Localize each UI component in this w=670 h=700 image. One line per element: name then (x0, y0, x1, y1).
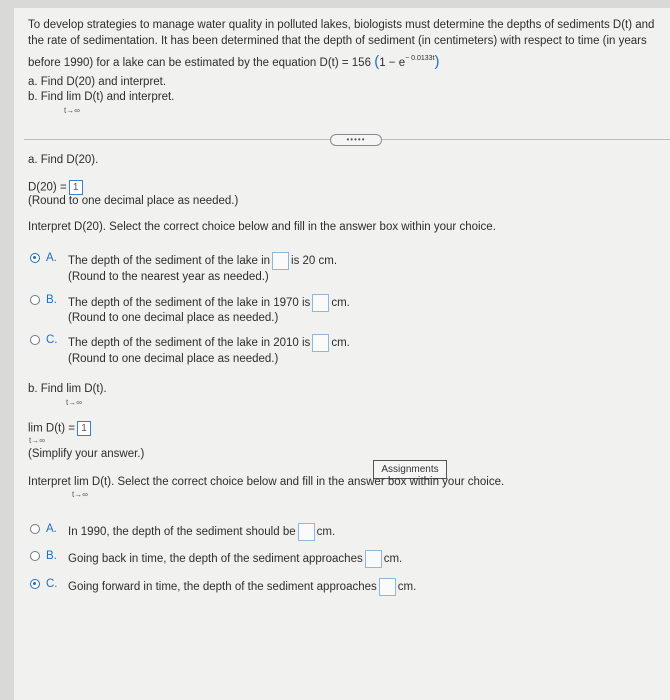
part-a-choice-c-before: The depth of the sediment of the lake in 2010 is (68, 337, 311, 350)
equation-exponent: − 0.0133t (405, 55, 435, 62)
part-b-choice-b-input[interactable] (365, 550, 382, 568)
part-b-choice-b-after: cm. (383, 553, 403, 566)
part-a-choice-c-letter: C. (46, 334, 58, 346)
part-a-choice-b-radio[interactable] (30, 295, 40, 305)
part-b-choice-c-radio[interactable] (30, 579, 40, 589)
part-b-answer-subscript: t→∞ (29, 436, 45, 445)
part-b-choice-b-radio[interactable] (30, 551, 40, 561)
part-a-choice-c-input[interactable] (312, 334, 329, 352)
part-b-choice-a-before: In 1990, the depth of the sediment should be (68, 526, 296, 539)
part-b-choice-b-letter: B. (46, 550, 57, 562)
part-b-heading: b. Find lim D(t). (28, 383, 107, 395)
question-panel (14, 8, 670, 700)
part-a-choice-b-text (68, 294, 350, 312)
part-a-heading: a. Find D(20). (28, 154, 99, 166)
part-a-answer-input[interactable]: 1 (69, 180, 83, 195)
part-a-choice-a-input[interactable] (272, 252, 289, 270)
part-b-answer-label: lim D(t) = (28, 422, 75, 435)
part-b-prompt-subscript: t→∞ (72, 490, 88, 499)
part-b-choice-a-radio[interactable] (30, 524, 40, 534)
part-a-choice-b-note: (Round to one decimal place as needed.) (68, 312, 279, 324)
part-a-interpret-prompt: Interpret D(20). Select the correct choice below and fill in the answer box within your choice. (28, 221, 496, 233)
part-a-choice-a-radio[interactable] (30, 253, 40, 263)
part-a-choice-a-after: is 20 cm. (291, 255, 338, 268)
part-a-choice-b-letter: B. (46, 294, 57, 306)
part-a-round-note: (Round to one decimal place as needed.) (28, 195, 239, 207)
part-b-heading-subscript: t→∞ (66, 398, 82, 407)
part-b-answer-row (28, 421, 93, 437)
part-b-interpret-prompt: Interpret lim D(t). Select the correct choice below and fill in the answer box within your choice. (28, 476, 505, 488)
part-b-choice-b-text (68, 550, 402, 568)
part-a-choice-c-text (68, 334, 350, 352)
part-b-choice-c-letter: C. (46, 578, 58, 590)
part-a-choice-a-note: (Round to the nearest year as needed.) (68, 271, 269, 283)
part-b-answer-input[interactable]: 1 (77, 421, 91, 436)
part-b-choice-a-text (68, 523, 335, 541)
part-b-choice-a-after: cm. (316, 526, 336, 539)
part-b-choice-c-text (68, 578, 416, 596)
part-b-choice-c-after: cm. (397, 581, 417, 594)
equation-inner: 1 − e (379, 57, 406, 69)
part-b-choice-c-before: Going forward in time, the depth of the sediment approaches (68, 581, 377, 594)
part-a-choice-a-before: The depth of the sediment of the lake in (68, 255, 271, 268)
part-a-choice-b-input[interactable] (312, 294, 329, 312)
part-b-simplify-note: (Simplify your answer.) (28, 448, 145, 460)
part-a-choice-a-text (68, 252, 337, 270)
part-b-choice-c-input[interactable] (379, 578, 396, 596)
problem-line-3-prefix: before 1990) for a lake can be estimated by the equation D(t) = 156 (28, 57, 371, 69)
part-a-choice-c-radio[interactable] (30, 335, 40, 345)
part-a-answer-label: D(20) = (28, 181, 67, 194)
problem-limit-subscript: t→∞ (64, 106, 80, 115)
problem-line-1: To develop strategies to manage water quality in polluted lakes, biologists must determine the depths of sediments D(t) and (28, 19, 655, 31)
part-b-choice-a-input[interactable] (298, 523, 315, 541)
part-b-choice-b-before: Going back in time, the depth of the sediment approaches (68, 553, 363, 566)
part-a-choice-b-before: The depth of the sediment of the lake in 1970 is (68, 297, 311, 310)
problem-line-3 (28, 51, 439, 71)
part-a-choice-c-after: cm. (331, 337, 350, 350)
problem-part-b: b. Find lim D(t) and interpret. (28, 91, 175, 103)
close-paren: ) (434, 53, 440, 70)
part-b-choice-a-letter: A. (46, 523, 57, 535)
part-a-choice-b-after: cm. (331, 297, 350, 310)
open-paren: ( (374, 53, 380, 70)
problem-part-a: a. Find D(20) and interpret. (28, 76, 167, 88)
problem-line-2: the rate of sedimentation. It has been determined that the depth of sediment (in centimeters) with respect to time (in years (28, 35, 647, 47)
part-a-choice-c-note: (Round to one decimal place as needed.) (68, 353, 279, 365)
part-a-choice-a-letter: A. (46, 252, 57, 264)
assignments-button[interactable]: Assignments (373, 460, 447, 479)
expand-toggle-button[interactable]: ••••• (330, 134, 382, 146)
